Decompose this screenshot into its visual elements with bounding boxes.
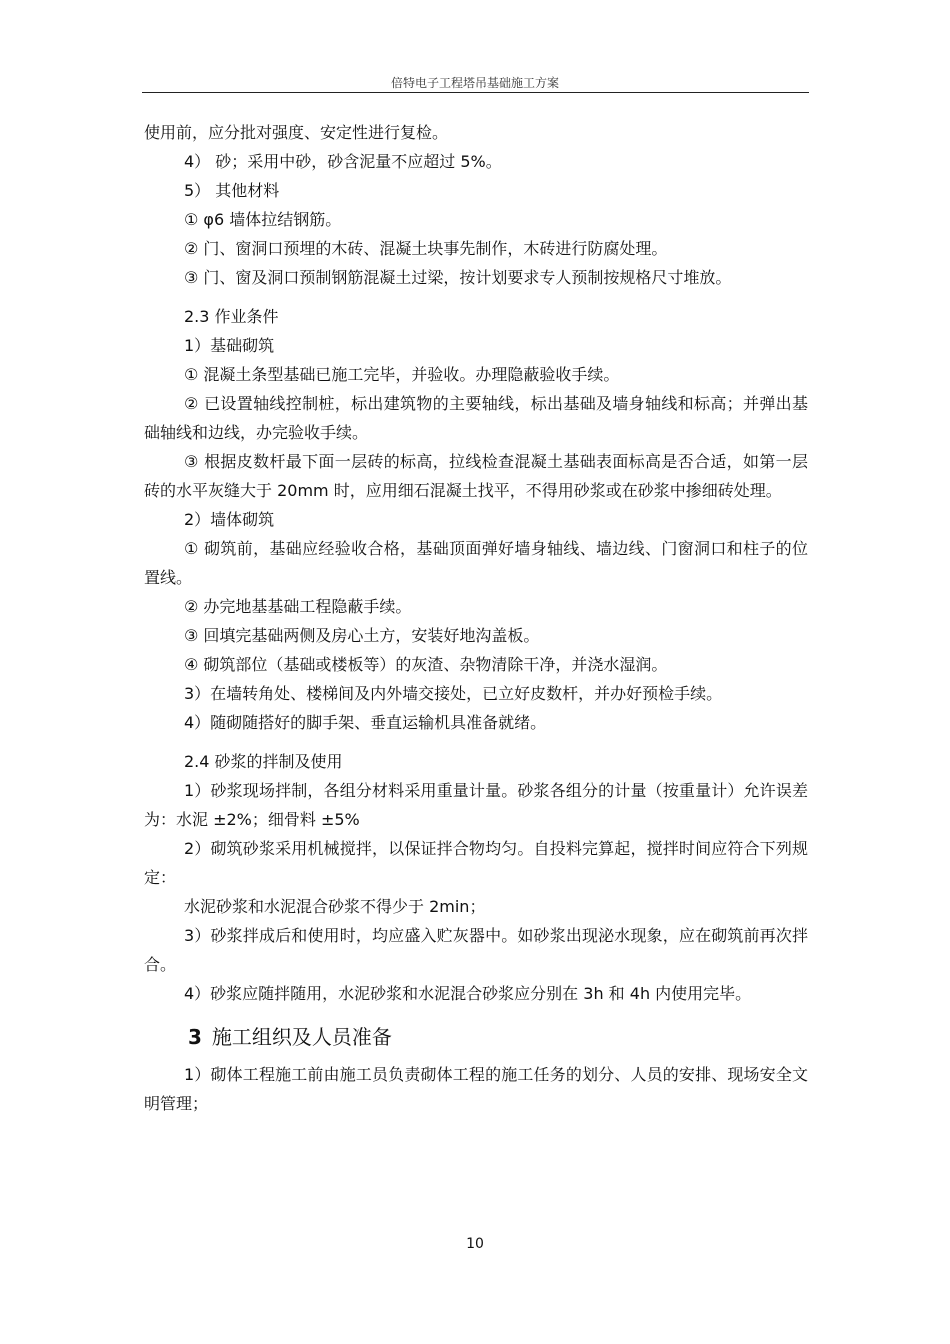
- list-item: 4）随砌随搭好的脚手架、垂直运输机具准备就绪。: [184, 713, 547, 732]
- section-number: 3: [188, 1025, 202, 1049]
- list-item: 1）砌体工程施工前由施工员负责砌体工程的施工任务的划分、人员的安排、现场安全文明管理；: [144, 1065, 808, 1113]
- paragraph: 使用前，应分批对强度、安定性进行复检。: [144, 123, 449, 142]
- running-header: 倍特电子工程塔吊基础施工方案: [390, 76, 559, 90]
- list-item: ① φ6 墙体拉结钢筋。: [184, 210, 342, 229]
- section-heading: [144, 1022, 808, 1052]
- subsection-heading: 2.4 砂浆的拌制及使用: [184, 752, 343, 771]
- header-divider: [142, 92, 809, 93]
- list-item: ③ 门、窗及洞口预制钢筋混凝土过梁，按计划要求专人预制按规格尺寸堆放。: [184, 268, 732, 287]
- section-title: 施工组织及人员准备: [211, 1025, 392, 1049]
- paragraph: 水泥砂浆和水泥混合砂浆不得少于 2min；: [184, 897, 486, 916]
- list-item: 4）砂浆应随拌随用，水泥砂浆和水泥混合砂浆应分别在 3h 和 4h 内使用完毕。: [184, 984, 752, 1003]
- list-heading: 1）基础砌筑: [184, 336, 275, 355]
- list-item: 3）砂浆拌成后和使用时，均应盛入贮灰器中。如砂浆出现泌水现象，应在砌筑前再次拌合。: [144, 926, 808, 974]
- list-item: 4） 砂；采用中砂，砂含泥量不应超过 5%。: [184, 152, 502, 171]
- list-item: 3）在墙转角处、楼梯间及内外墙交接处，已立好皮数杆，并办好预检手续。: [184, 684, 723, 703]
- list-item: 5） 其他材料: [184, 181, 280, 200]
- list-item: ④ 砌筑部位（基础或楼板等）的灰渣、杂物清除干净，并浇水湿润。: [184, 655, 668, 674]
- list-item: ② 门、窗洞口预埋的木砖、混凝土块事先制作，木砖进行防腐处理。: [184, 239, 668, 258]
- page-content: [144, 118, 808, 1118]
- list-item: ① 砌筑前，基础应经验收合格，基础顶面弹好墙身轴线、墙边线、门窗洞口和柱子的位置线。: [144, 539, 808, 587]
- list-item: ② 已设置轴线控制桩，标出建筑物的主要轴线，标出基础及墙身轴线和标高；并弹出基础轴线和边线，办完验收手续。: [144, 394, 808, 442]
- list-item: ① 混凝土条型基础已施工完毕，并验收。办理隐蔽验收手续。: [184, 365, 620, 384]
- page-number: 10: [466, 1236, 484, 1252]
- list-heading: 2）墙体砌筑: [184, 510, 275, 529]
- list-item: ③ 回填完基础两侧及房心土方，安装好地沟盖板。: [184, 626, 540, 645]
- list-item: 2）砌筑砂浆采用机械搅拌，以保证拌合物均匀。自投料完算起，搅拌时间应符合下列规定：: [144, 839, 808, 887]
- list-item: ③ 根据皮数杆最下面一层砖的标高，拉线检查混凝土基础表面标高是否合适，如第一层砖的水平灰缝大于 20mm 时，应用细石混凝土找平，不得用砂浆或在砂浆中掺细砖处理。: [144, 452, 808, 500]
- list-item: ② 办完地基基础工程隐蔽手续。: [184, 597, 412, 616]
- list-item: 1）砂浆现场拌制，各组分材料采用重量计量。砂浆各组分的计量（按重量计）允许误差为：水泥 ±2%；细骨料 ±5%: [144, 781, 808, 829]
- subsection-heading: 2.3 作业条件: [184, 307, 279, 326]
